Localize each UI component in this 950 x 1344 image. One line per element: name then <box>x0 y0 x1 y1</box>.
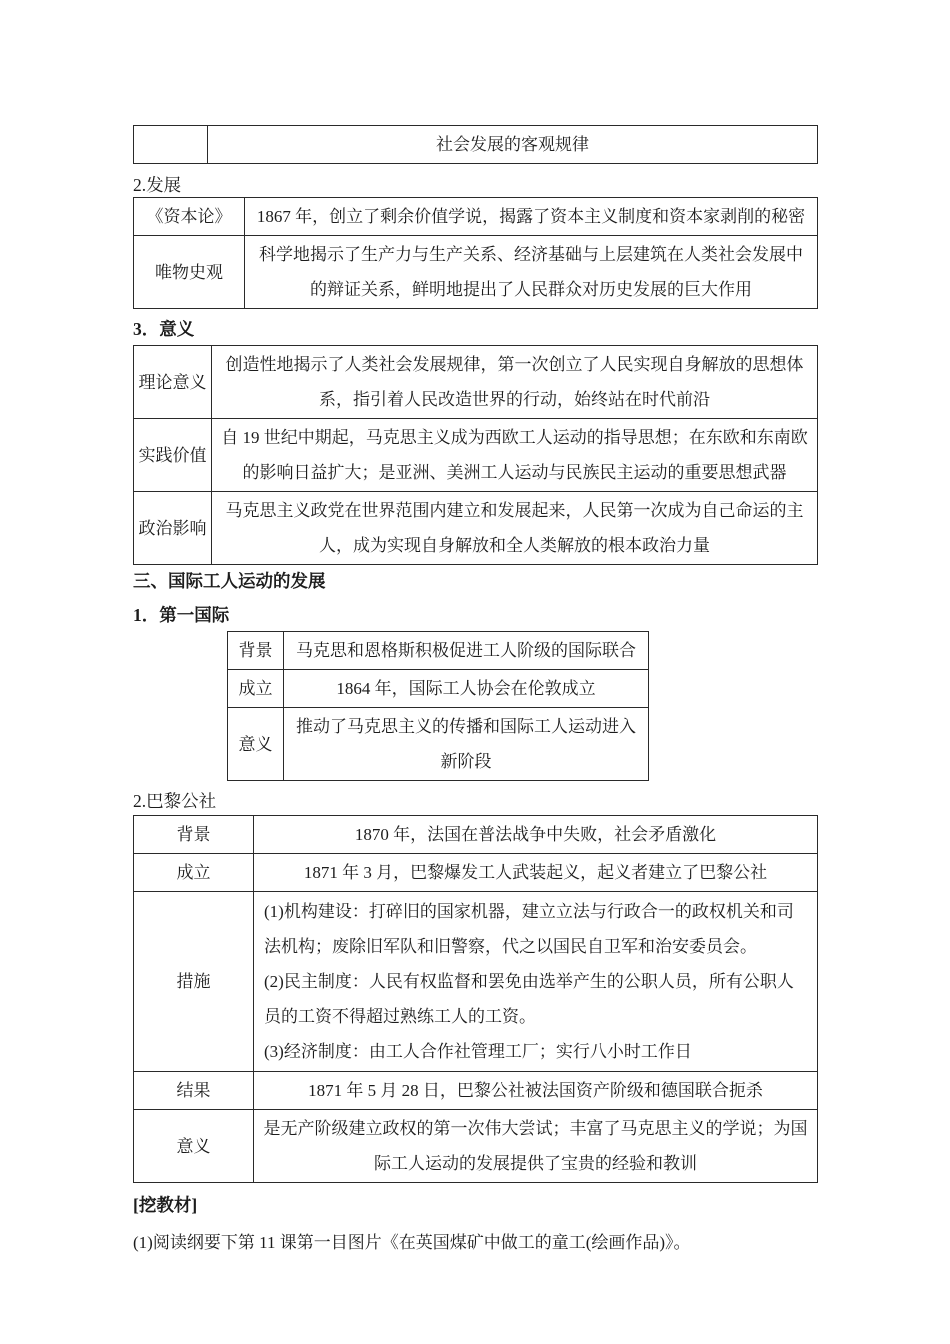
table-row <box>134 419 818 492</box>
row-label: 措施 <box>134 892 254 1072</box>
table-row <box>228 632 649 670</box>
heading-development: 2.发展 <box>133 175 182 195</box>
table-row <box>134 198 818 236</box>
table-row <box>134 1072 818 1110</box>
table-row <box>134 854 818 892</box>
row-label: 结果 <box>134 1072 254 1110</box>
row-content: 1871 年 5 月 28 日，巴黎公社被法国资产阶级和德国联合扼杀 <box>254 1072 818 1110</box>
row-label: 意义 <box>134 1110 254 1183</box>
measure-line: (1)机构建设：打碎旧的国家机器，建立立法与行政合一的政权机关和司法机构；废除旧军队和旧警察，代之以国民自卫军和治安委员会。 <box>264 902 794 956</box>
row-label: 《资本论》 <box>134 198 245 236</box>
row-content: 马克思主义政党在世界范围内建立和发展起来，人民第一次成为自己命运的主人，成为实现自身解放和全人类解放的根本政治力量 <box>212 492 818 565</box>
row-label <box>134 126 208 164</box>
carryover-table <box>133 125 818 164</box>
row-label: 成立 <box>134 854 254 892</box>
table-row <box>134 816 818 854</box>
table-row <box>228 708 649 781</box>
paragraph-read-instruction: (1)阅读纲要下第 11 课第一目图片《在英国煤矿中做工的童工(绘画作品)》。 <box>133 1233 691 1252</box>
row-label: 意义 <box>228 708 284 781</box>
row-content: 自 19 世纪中期起，马克思主义成为西欧工人运动的指导思想；在东欧和东南欧的影响日益扩大；是亚洲、美洲工人运动与民族民主运动的重要思想武器 <box>212 419 818 492</box>
heading-first-international: 1．第一国际 <box>133 605 230 625</box>
row-content: 1867 年，创立了剩余价值学说，揭露了资本主义制度和资本家剥削的秘密 <box>245 198 818 236</box>
heading-significance: 3．意义 <box>133 319 195 339</box>
row-content: 1871 年 3 月，巴黎爆发工人武装起义，起义者建立了巴黎公社 <box>254 854 818 892</box>
row-content: 1864 年，国际工人协会在伦敦成立 <box>284 670 649 708</box>
table-row <box>228 670 649 708</box>
table-row <box>134 1110 818 1183</box>
row-content: 社会发展的客观规律 <box>208 126 818 164</box>
heading-section-three: 三、国际工人运动的发展 <box>133 571 326 591</box>
table-row <box>134 492 818 565</box>
row-content: 马克思和恩格斯积极促进工人阶级的国际联合 <box>284 632 649 670</box>
heading-dig-textbook: [挖教材] <box>133 1195 198 1215</box>
row-content: 是无产阶级建立政权的第一次伟大尝试；丰富了马克思主义的学说；为国际工人运动的发展提供了宝贵的经验和教训 <box>254 1110 818 1183</box>
development-table <box>133 197 818 309</box>
first-international-table <box>227 631 649 781</box>
paris-commune-table <box>133 815 818 1183</box>
table-row <box>134 126 818 164</box>
row-label: 背景 <box>228 632 284 670</box>
table-row <box>134 236 818 309</box>
significance-table <box>133 345 818 565</box>
row-label: 背景 <box>134 816 254 854</box>
row-content: 1870 年，法国在普法战争中失败，社会矛盾激化 <box>254 816 818 854</box>
heading-paris-commune: 2.巴黎公社 <box>133 791 217 811</box>
row-label: 成立 <box>228 670 284 708</box>
row-label: 理论意义 <box>134 346 212 419</box>
table-row <box>134 892 818 1072</box>
row-label: 政治影响 <box>134 492 212 565</box>
row-label: 唯物史观 <box>134 236 245 309</box>
measure-line: (2)民主制度：人民有权监督和罢免由选举产生的公职人员，所有公职人员的工资不得超过熟练工人的工资。 <box>264 972 794 1026</box>
row-content: 创造性地揭示了人类社会发展规律，第一次创立了人民实现自身解放的思想体系，指引着人民改造世界的行动，始终站在时代前沿 <box>212 346 818 419</box>
table-row <box>134 346 818 419</box>
row-content: 科学地揭示了生产力与生产关系、经济基础与上层建筑在人类社会发展中的辩证关系，鲜明地提出了人民群众对历史发展的巨大作用 <box>245 236 818 309</box>
row-content: 推动了马克思主义的传播和国际工人运动进入新阶段 <box>284 708 649 781</box>
row-content <box>254 892 818 1072</box>
measure-line: (3)经济制度：由工人合作社管理工厂；实行八小时工作日 <box>264 1042 692 1061</box>
row-label: 实践价值 <box>134 419 212 492</box>
